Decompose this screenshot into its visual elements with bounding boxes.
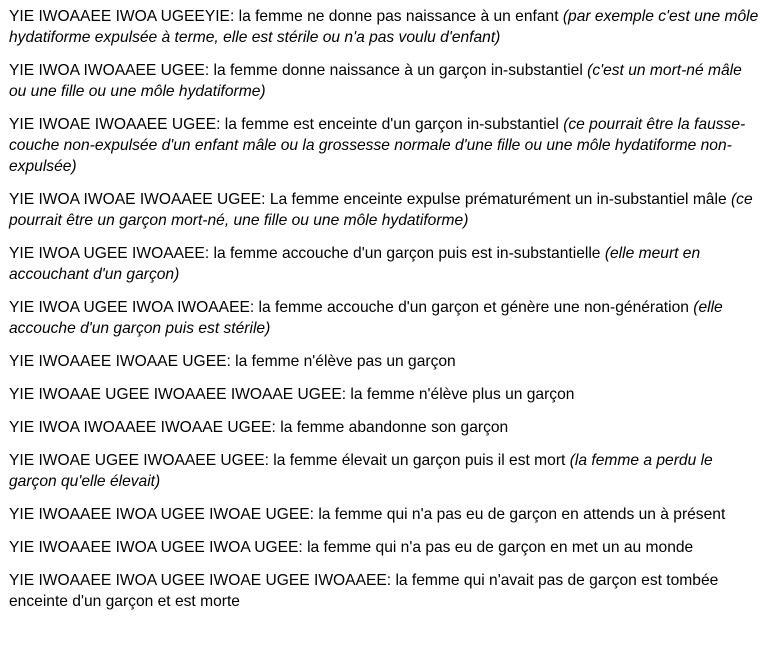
entry-note: (elle meurt en accouchant d'un garçon) (9, 245, 701, 283)
entry-term: YIE IWOAAEE IWOA UGEE IWOAE UGEE IWOAAEE: (9, 572, 392, 589)
entry (9, 537, 762, 558)
entry (9, 60, 762, 102)
entry-note: (ce pourrait être la fausse-couche non-expulsée d'un enfant mâle ou la grossesse normale d'une fille ou une môle hydatiforme non-expulsée) (9, 116, 746, 175)
entry (9, 570, 762, 612)
entry (9, 297, 762, 339)
entry-definition: la femme accouche d'un garçon puis est in-substantielle (209, 245, 605, 262)
entry-term: YIE IWOAAEE IWOA UGEE IWOAE UGEE: (9, 506, 314, 523)
entry-note: (par exemple c'est une môle hydatiforme expulsée à terme, elle est stérile ou n'a pas voulu d'enfant) (9, 8, 759, 46)
entry-definition: la femme qui n'avait pas de garçon est tombée enceinte d'un garçon et est morte (9, 572, 719, 610)
entry-definition: la femme élevait un garçon puis il est mort (268, 452, 570, 469)
entry-definition: la femme donne naissance à un garçon in-substantiel (209, 62, 588, 79)
entry-term: YIE IWOA IWOAE IWOAAEE UGEE: (9, 191, 266, 208)
entry-term: YIE IWOAAEE IWOA UGEE IWOA UGEE: (9, 539, 303, 556)
entry (9, 351, 762, 372)
entry-definition: La femme enceinte expulse prématurément un in-substantiel mâle (265, 191, 731, 208)
entry-term: YIE IWOAAEE IWOA UGEEYIE: (9, 8, 235, 25)
entry (9, 384, 762, 405)
entry (9, 504, 762, 525)
entry-definition: la femme abandonne son garçon (275, 419, 509, 436)
entry (9, 243, 762, 285)
entry-definition: la femme n'élève plus un garçon (346, 386, 575, 403)
entry-note: (elle accouche d'un garçon puis est stérile) (9, 299, 723, 337)
entry-term: YIE IWOAAE UGEE IWOAAEE IWOAAE UGEE: (9, 386, 347, 403)
entry (9, 6, 762, 48)
entry-term: YIE IWOA IWOAAEE IWOAAE UGEE: (9, 419, 276, 436)
entry-definition: la femme ne donne pas naissance à un enfant (234, 8, 563, 25)
entry-term: YIE IWOA UGEE IWOA IWOAAEE: (9, 299, 255, 316)
entry-definition: la femme n'élève pas un garçon (230, 353, 456, 370)
entry (9, 417, 762, 438)
entry-term: YIE IWOAE IWOAAEE UGEE: (9, 116, 221, 133)
entry-note: (ce pourrait être un garçon mort-né, une fille ou une môle hydatiforme) (9, 191, 753, 229)
entry-note: (la femme a perdu le garçon qu'elle élevait) (9, 452, 713, 490)
entry (9, 114, 762, 177)
entry-term: YIE IWOA UGEE IWOAAEE: (9, 245, 210, 262)
entry-term: YIE IWOA IWOAAEE UGEE: (9, 62, 210, 79)
entry-definition: la femme qui n'a pas eu de garçon en met un au monde (302, 539, 694, 556)
entry-note: (c'est un mort-né mâle ou une fille ou une môle hydatiforme) (9, 62, 742, 100)
entry (9, 450, 762, 492)
entry (9, 189, 762, 231)
entry-term: YIE IWOAAEE IWOAAE UGEE: (9, 353, 231, 370)
entry-definition: la femme est enceinte d'un garçon in-substantiel (220, 116, 564, 133)
entry-term: YIE IWOAE UGEE IWOAAEE UGEE: (9, 452, 269, 469)
entry-definition: la femme accouche d'un garçon et génère une non-génération (254, 299, 694, 316)
entry-definition: la femme qui n'a pas eu de garçon en attends un à présent (314, 506, 726, 523)
